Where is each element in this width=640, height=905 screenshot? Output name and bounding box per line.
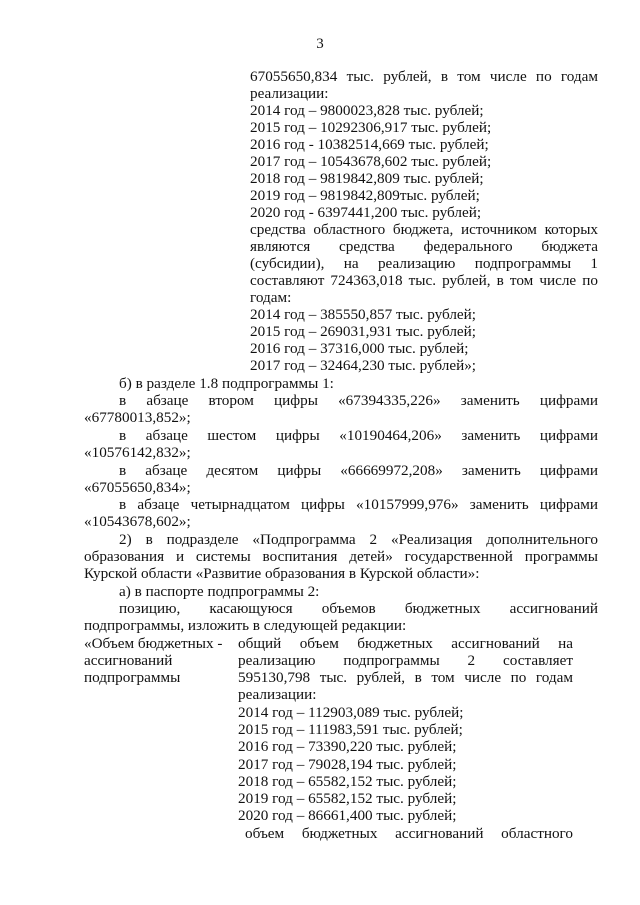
text-line: годам: — [250, 289, 292, 306]
text-line: 2018 год – 9819842,809 тыс. рублей; — [250, 170, 484, 187]
text-line: 2015 год – 111983,591 тыс. рублей; — [238, 721, 463, 738]
text-line: Курской области «Развитие образования в Курской области»: — [84, 565, 480, 582]
text-line: 2020 год - 6397441,200 тыс. рублей; — [250, 204, 482, 221]
text-line: 2017 год – 32464,230 тыс. рублей»; — [250, 357, 477, 374]
text-line: 2016 год – 37316,000 тыс. рублей; — [250, 340, 469, 357]
text-line: 595130,798 тыс. рублей, в том числе по годам — [238, 669, 573, 686]
text-line: 2018 год – 65582,152 тыс. рублей; — [238, 773, 457, 790]
text-line: подпрограммы — [84, 669, 181, 686]
text-line: в абзаце четырнадцатом цифры «10157999,976» заменить цифрами — [119, 496, 598, 513]
text-line: 67055650,834 тыс. рублей, в том числе по годам — [250, 68, 598, 85]
text-line: 2016 год – 73390,220 тыс. рублей; — [238, 738, 457, 755]
text-line: позицию, касающуюся объемов бюджетных ассигнований — [119, 600, 598, 617]
text-line: 2019 год – 65582,152 тыс. рублей; — [238, 790, 457, 807]
text-line: в абзаце втором цифры «67394335,226» заменить цифрами — [119, 392, 598, 409]
text-line: в абзаце десятом цифры «66669972,208» заменить цифрами — [119, 462, 598, 479]
text-line: реализации: — [238, 686, 317, 703]
text-line: 2019 год – 9819842,809тыс. рублей; — [250, 187, 480, 204]
text-line: образования и системы воспитания детей» государственной программы — [84, 548, 598, 565]
text-line: 2014 год – 9800023,828 тыс. рублей; — [250, 102, 484, 119]
text-line: 2017 год – 79028,194 тыс. рублей; — [238, 756, 457, 773]
text-line: 2017 год – 10543678,602 тыс. рублей; — [250, 153, 492, 170]
text-line: средства областного бюджета, источником которых — [250, 221, 598, 238]
text-line: реализацию подпрограммы 2 составляет — [238, 652, 573, 669]
text-line: подпрограммы, изложить в следующей редакции: — [84, 617, 407, 634]
text-line: составляют 724363,018 тыс. рублей, в том числе по — [250, 272, 598, 289]
text-line: 2014 год – 112903,089 тыс. рублей; — [238, 704, 464, 721]
text-line: «10576142,832»; — [84, 444, 191, 461]
text-line: реализации: — [250, 85, 329, 102]
text-line: 2014 год – 385550,857 тыс. рублей; — [250, 306, 477, 323]
text-line: являются средства федерального бюджета — [250, 238, 598, 255]
text-line: (субсидии), на реализацию подпрограммы 1 — [250, 255, 598, 272]
text-line: в абзаце шестом цифры «10190464,206» заменить цифрами — [119, 427, 598, 444]
text-line: 2) в подразделе «Подпрограмма 2 «Реализация дополнительного — [119, 531, 598, 548]
text-line: «10543678,602»; — [84, 513, 191, 530]
page-number: 3 — [316, 36, 324, 52]
text-line: 2016 год - 10382514,669 тыс. рублей; — [250, 136, 489, 153]
text-line: «67055650,834»; — [84, 479, 191, 496]
text-line: ассигнований — [84, 652, 173, 669]
text-line: б) в разделе 1.8 подпрограммы 1: — [119, 375, 334, 392]
text-line: «67780013,852»; — [84, 409, 191, 426]
text-line: а) в паспорте подпрограммы 2: — [119, 583, 320, 600]
text-line: «Объем бюджетных - — [84, 635, 223, 652]
text-line: общий объем бюджетных ассигнований на — [238, 635, 573, 652]
text-line: 2015 год – 269031,931 тыс. рублей; — [250, 323, 477, 340]
text-line: объем бюджетных ассигнований областного — [245, 825, 573, 842]
text-line: 2015 год – 10292306,917 тыс. рублей; — [250, 119, 492, 136]
text-line: 2020 год – 86661,400 тыс. рублей; — [238, 807, 457, 824]
